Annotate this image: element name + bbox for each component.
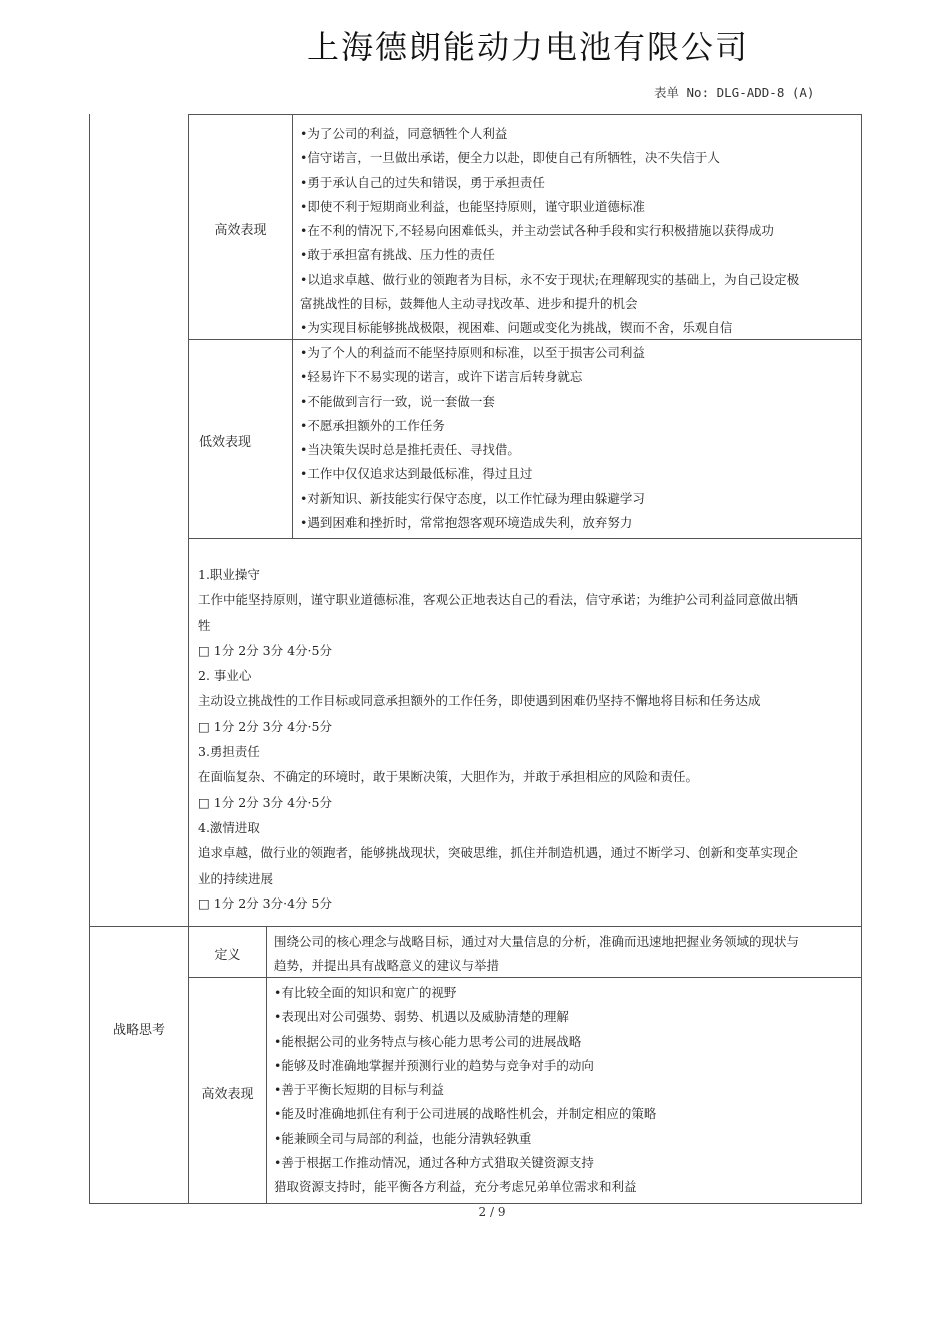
list-item: •信守诺言，一旦做出承诺，便全力以赴，即使自己有所牺牲，决不失信于人 — [300, 150, 720, 166]
list-item: •善于平衡长短期的目标与利益 — [274, 1082, 444, 1098]
high-performance-list-2 — [274, 981, 656, 1200]
list-item: •能根据公司的业务特点与核心能力思考公司的进展战略 — [274, 1033, 582, 1049]
list-item: •遇到困难和挫折时，常常抱怨客观环境造成失利，放弃努力 — [300, 515, 633, 531]
rating-line: 在面临复杂、不确定的环境时，敢于果断决策，大胆作为，并敢于承担相应的风险和责任。 — [198, 769, 699, 785]
list-item: •善于根据工作推动情况，通过各种方式猎取关键资源支持 — [274, 1155, 594, 1171]
rating-line: 业的持续进展 — [198, 870, 274, 886]
company-title: 上海德朗能动力电池有限公司 — [306, 28, 749, 66]
high-performance-list-1 — [300, 122, 799, 341]
list-item: •表现出对公司强势、弱势、机遇以及威胁清楚的理解 — [274, 1009, 569, 1025]
rating-line: 主动设立挑战性的工作目标或同意承担额外的工作任务，即使遇到困难仍坚持不懈地将目标和任务达成 — [198, 693, 761, 709]
definition-text — [274, 930, 799, 979]
rating-checkbox-line[interactable]: □ 1分 2分 3分 4分·5分 — [198, 794, 332, 810]
list-item: •为了个人的利益而不能坚持原则和标准，以至于损害公司利益 — [300, 345, 645, 360]
list-item: •为了公司的利益，同意牺牲个人利益 — [300, 126, 508, 141]
list-item: •对新知识、新技能实行保守态度，以工作忙碌为理由躲避学习 — [300, 490, 645, 506]
list-item: •不能做到言行一致，说一套做一套 — [300, 393, 495, 409]
form-number: 表单 No: DLG-ADD-8 (A) — [654, 85, 815, 100]
page-number: 2 / 9 — [478, 1205, 506, 1219]
list-item: •勇于承认自己的过失和错误，勇于承担责任 — [300, 174, 545, 190]
low-performance-list — [300, 341, 645, 535]
list-item: •轻易许下不易实现的诺言，或许下诺言后转身就忘 — [300, 369, 583, 385]
table-border-right — [861, 114, 862, 1204]
col-divider-items-2 — [266, 926, 267, 1204]
row-divider-3 — [89, 926, 862, 927]
list-item: •以追求卓越、做行业的领跑者为目标，永不安于现状;在理解现实的基础上，为自己设定极 — [300, 271, 800, 287]
rating-checkbox-line[interactable]: □ 1分 2分 3分 4分·5分 — [198, 718, 332, 734]
col-divider-category — [188, 114, 189, 1204]
list-item: •有比较全面的知识和宽广的视野 — [274, 985, 457, 1000]
list-item: 猎取资源支持时，能平衡各方利益，充分考虑兄弟单位需求和利益 — [274, 1179, 637, 1195]
list-item: •能兼顾全司与局部的利益，也能分清孰轻孰重 — [274, 1130, 532, 1146]
rating-line: 1.职业操守 — [198, 567, 260, 582]
list-item: •不愿承担额外的工作任务 — [300, 417, 445, 433]
rating-line: 牲 — [198, 617, 211, 633]
rating-line: 3.勇担责任 — [198, 744, 260, 760]
rating-line: 工作中能坚持原则，谨守职业道德标准，客观公正地表达自己的看法，信守承诺；为维护公司利益同意做出牺 — [198, 592, 799, 608]
definition-line: 围绕公司的核心理念与战略目标，通过对大量信息的分析，准确而迅速地把握业务领域的现状与 — [274, 934, 800, 949]
top-border-sub — [188, 114, 862, 115]
rating-checkbox-line[interactable]: □ 1分 2分 3分·4分 5分 — [198, 895, 332, 911]
table-border-bottom — [89, 1203, 862, 1204]
category-strategic-thinking: 战略思考 — [112, 1023, 165, 1038]
rating-line: 追求卓越，做行业的领跑者，能够挑战现状，突破思维，抓住并制造机遇，通过不断学习、创新和变革实现企 — [198, 845, 799, 861]
row-divider-2 — [188, 538, 862, 539]
list-item: •当决策失误时总是推托责任、寻找借。 — [300, 442, 520, 458]
rating-block — [198, 562, 798, 916]
rating-checkbox-line[interactable]: □ 1分 2分 3分 4分·5分 — [198, 642, 332, 658]
list-item: 富挑战性的目标，鼓舞他人主动寻找改革、进步和提升的机会 — [300, 296, 638, 312]
rating-line: 4.激情进取 — [198, 819, 260, 835]
list-item: •在不利的情况下,不轻易向困难低头，并主动尝试各种手段和实行积极措施以获得成功 — [300, 223, 774, 239]
list-item: •为实现目标能够挑战极限，视困难、问题或变化为挑战，锲而不舍，乐观自信 — [300, 320, 733, 336]
list-item: •敢于承担富有挑战、压力性的责任 — [300, 247, 495, 263]
label-high-performance-2: 高效表现 — [201, 1087, 254, 1102]
definition-line: 趋势，并提出具有战略意义的建议与举措 — [274, 958, 500, 974]
list-item: •工作中仅仅追求达到最低标准，得过且过 — [300, 466, 533, 482]
list-item: •即使不利于短期商业利益，也能坚持原则，谨守职业道德标准 — [300, 198, 645, 214]
col-divider-items-1 — [292, 114, 293, 539]
rating-line: 2. 事业心 — [198, 668, 252, 684]
label-low-performance: 低效表现 — [198, 435, 251, 450]
label-definition: 定义 — [214, 948, 241, 963]
table-border-left — [89, 114, 90, 1204]
label-high-performance-1: 高效表现 — [214, 223, 267, 238]
list-item: •能够及时准确地掌握并预测行业的趋势与竞争对手的动向 — [274, 1057, 594, 1073]
list-item: •能及时准确地抓住有利于公司进展的战略性机会，并制定相应的策略 — [274, 1106, 657, 1122]
